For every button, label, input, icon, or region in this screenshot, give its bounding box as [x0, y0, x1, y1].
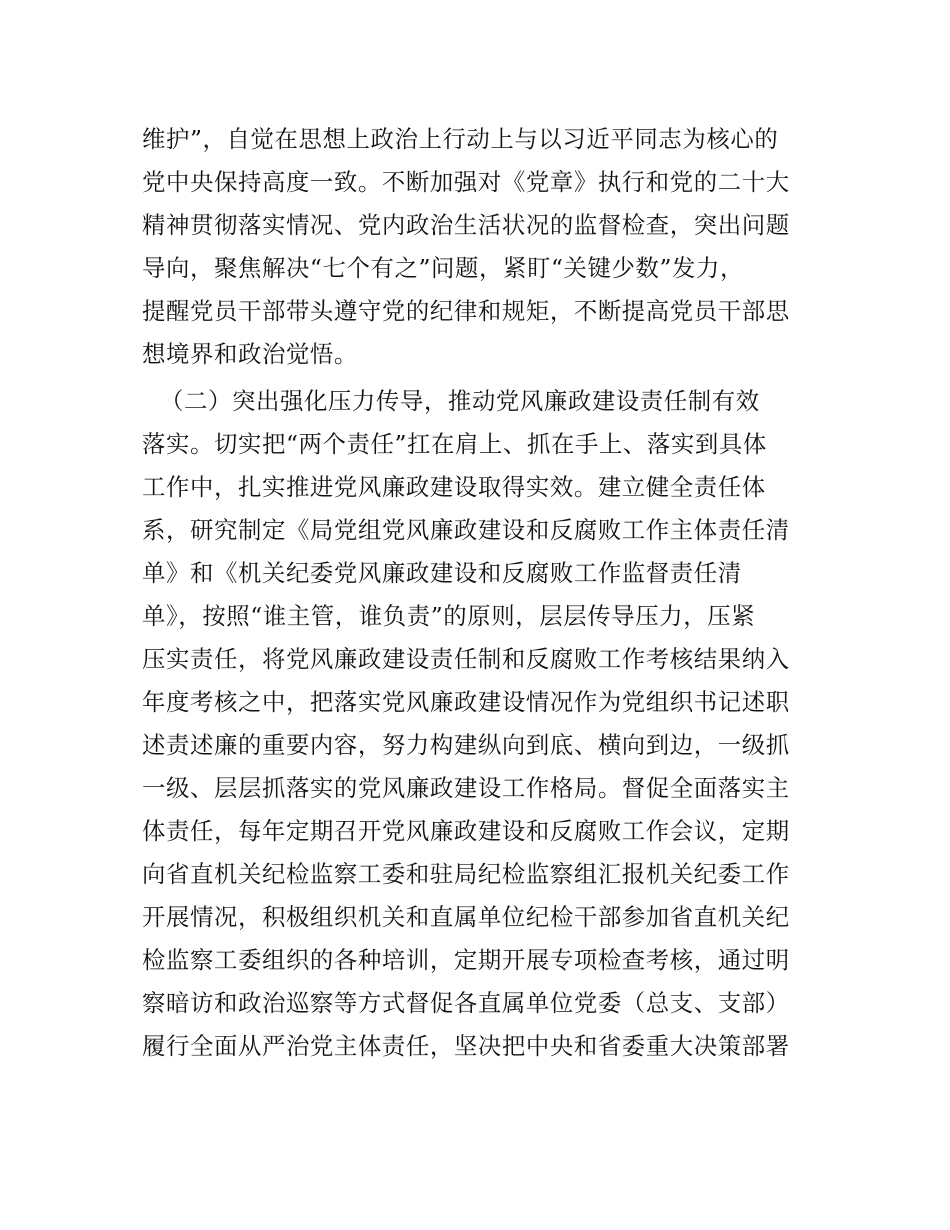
paragraph-line: 系，研究制定《局党组党风廉政建设和反腐败工作主体责任清: [142, 516, 790, 544]
paragraph-line: （二）突出强化压力传导，推动党风廉政建设责任制有效: [160, 387, 760, 415]
paragraph-line: 压实责任，将党风廉政建设责任制和反腐败工作考核结果纳入: [142, 645, 790, 673]
paragraph-line: 开展情况，积极组织机关和直属单位纪检干部参加省直机关纪: [142, 903, 790, 931]
paragraph-line: 体责任，每年定期召开党风廉政建设和反腐败工作会议，定期: [142, 817, 790, 845]
paragraph-line: 履行全面从严治党主体责任，坚决把中央和省委重大决策部署: [142, 1032, 790, 1060]
paragraph-line: 单》，按照“谁主管，谁负责”的原则，层层传导压力，压紧: [142, 602, 756, 630]
body-text: [142, 118, 810, 1068]
paragraph-line: 单》和《机关纪委党风廉政建设和反腐败工作监督责任清: [142, 559, 742, 587]
paragraph-line: 述责述廉的重要内容，努力构建纵向到底、横向到边，一级抓: [142, 731, 790, 759]
paragraph-line: 落实。切实把“两个责任”扛在肩上、抓在手上、落实到具体: [142, 430, 767, 458]
paragraph-line: 维护”，自觉在思想上政治上行动上与以习近平同志为核心的: [142, 125, 779, 153]
paragraph-line: 察暗访和政治巡察等方式督促各直属单位党委（总支、支部）: [142, 989, 790, 1017]
paragraph-line: 工作中，扎实推进党风廉政建设取得实效。建立健全责任体: [142, 473, 766, 501]
paragraph-line: 精神贯彻落实情况、党内政治生活状况的监督检查，突出问题: [142, 211, 790, 239]
paragraph-line: 党中央保持高度一致。不断加强对《党章》执行和党的二十大: [142, 168, 790, 196]
paragraph-1: [142, 118, 810, 376]
paragraph-line: 一级、层层抓落实的党风廉政建设工作格局。督促全面落实主: [142, 774, 790, 802]
paragraph-line: 向省直机关纪检监察工委和驻局纪检监察组汇报机关纪委工作: [142, 860, 790, 888]
paragraph-2: [142, 380, 810, 1068]
paragraph-line: 导向，聚焦解决“七个有之”问题，紧盯“关键少数”发力，: [142, 254, 745, 282]
paragraph-line: 想境界和政治觉悟。: [142, 340, 358, 368]
paragraph-line: 检监察工委组织的各种培训，定期开展专项检查考核，通过明: [142, 946, 790, 974]
paragraph-line: 提醒党员干部带头遵守党的纪律和规矩，不断提高党员干部思: [142, 297, 790, 325]
paragraph-line: 年度考核之中，把落实党风廉政建设情况作为党组织书记述职: [142, 688, 790, 716]
